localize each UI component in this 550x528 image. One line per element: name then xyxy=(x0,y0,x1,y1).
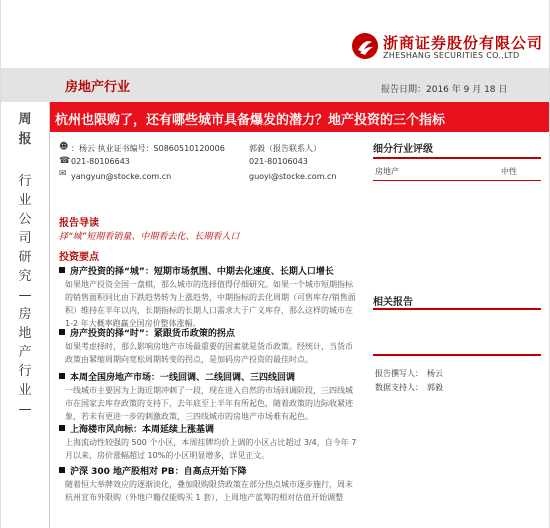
email-icon: ✉ xyxy=(59,169,67,179)
point-text: 如果地产投资全国一盘棋，那么城市的选择值得仔细研究。如果一个城市短期指标的销售面积同比由下跌趋势转为上涨趋势，中期指标的去化周期（可售库存/销售面积）维持在半年以内，长期指标的长期人口需求大于广义库存，那么这样的城市在 1-2 年大概率跑赢全国房价整体涨幅。 xyxy=(65,280,356,328)
point-title: 本周全国房地产市场：一线回调、二线回调、三四线回调 xyxy=(59,370,295,383)
point-text: 上海流动性较强的 500 个小区，本周挂牌均价上调的小区占比超过 3/4，自今年 7 月以来，房价涨幅超过 10%的小区明显增多，详见正文。 xyxy=(65,438,357,460)
point-title: 沪深 300 地产股相对 PB：自高点开始下降 xyxy=(59,464,247,477)
support-name: 郭毅 xyxy=(427,383,443,392)
related-rule xyxy=(373,308,541,310)
rating-heading: 细分行业评级 xyxy=(373,144,433,155)
industry-title: 房地产行业 xyxy=(65,80,131,95)
rating-rule xyxy=(373,157,541,159)
company-name-en: ZHESHANG SECURITIES CO.,LTD xyxy=(383,51,520,60)
analyst1-line: ：杨云 执业证书编号：S0860510120006 xyxy=(71,144,225,153)
rating-sector: 房地产 xyxy=(375,167,399,176)
weekly-label: 周报 xyxy=(18,112,32,147)
email2[interactable]: guoyi@stocke.com.cn xyxy=(249,172,337,181)
support-label: 数据支持人： xyxy=(375,383,423,392)
point-text: 随着恒大举牌效应的逐渐淡化，叠加限购限贷政策在部分热点城市逐步施行，周末杭州宣布外限购（外地户籍仅能购买 1 套），上周地产蓝筹的相对估值开始调整 xyxy=(65,480,353,502)
author-rule xyxy=(373,354,541,356)
rating-rule-bottom xyxy=(373,180,541,181)
phone1: 021-80106643 xyxy=(71,157,130,166)
related-heading: 相关报告 xyxy=(373,297,413,308)
point-title: 房产投资的择“城”：短期市场氛围、中期去化速度、长期人口增长 xyxy=(59,264,334,277)
company-name-cn: 浙商证券股份有限公司 xyxy=(383,34,544,52)
point-title: 上海楼市风向标：本周延续上涨基调 xyxy=(59,422,214,435)
point-text: 如果考虑择时，那么影响房地产市场最重要的因素就是货币政策。经统计，当货币政策由紧缩周期向宽松周期转变的拐点，是加码房产投资的最佳时点。 xyxy=(65,342,353,364)
category-label: 行业公司研究—房地产行业— xyxy=(18,174,32,417)
point-text: 一线城市主要因为上海近期冲刺了一段，现在进入自然的市场回调阶段，三四线城市在国家去库存政策的支持下，去年底至上半年有所起色，随着政策的边际收紧迹象，若未有更进一步的刺激政策，三四线城市的房地产市场难有起色。 xyxy=(65,386,353,421)
guide-heading: 报告导读 xyxy=(59,218,99,229)
guide-subtitle: 择“城”短期看销量、中期看去化、长期看人口 xyxy=(59,232,240,242)
person-icon: ☻ xyxy=(59,142,69,152)
analyst-label: 报告撰写人： xyxy=(375,369,423,378)
rating-value: 中性 xyxy=(501,167,517,176)
report-date: 报告日期：2016 年 9 月 18 日 xyxy=(381,85,508,95)
analyst2-line: 郭毅（报告联系人） xyxy=(249,144,321,153)
company-logo xyxy=(351,30,544,66)
analyst-name: 杨云 xyxy=(427,369,443,378)
report-title: 杭州也限购了，还有哪些城市具备爆发的潜力？地产投资的三个指标 xyxy=(55,113,446,128)
left-divider xyxy=(49,102,50,528)
point-title: 房产投资的择“时”：紧跟货币政策的拐点 xyxy=(59,326,235,339)
points-heading: 投资要点 xyxy=(59,252,99,263)
phone2: 021-80106043 xyxy=(249,157,308,166)
phone-icon: ☎ xyxy=(59,156,71,166)
email1[interactable]: yangyun@stocke.com.cn xyxy=(71,172,172,181)
company-logo-icon xyxy=(351,32,379,60)
